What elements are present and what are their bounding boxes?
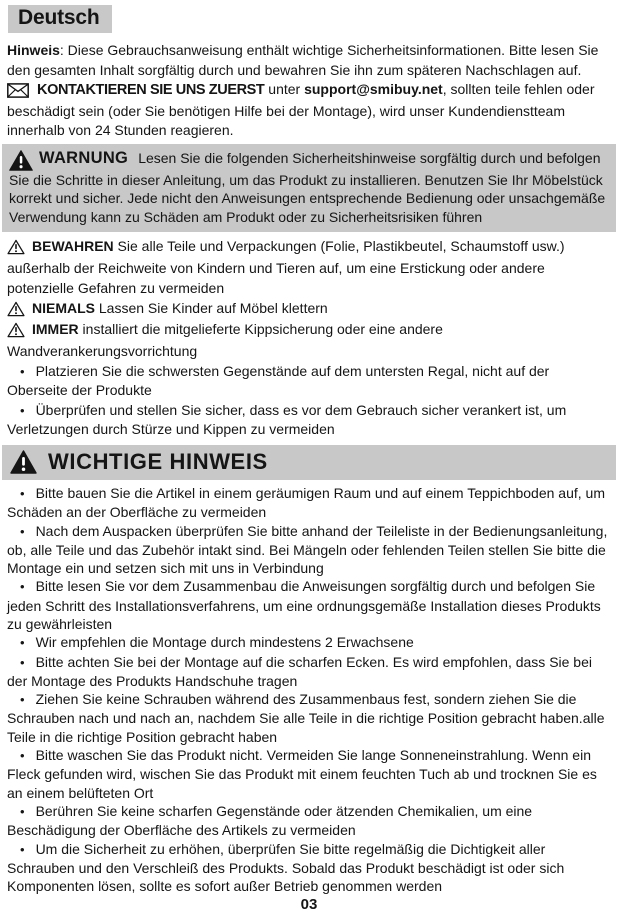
hinweis-paragraph bbox=[7, 41, 611, 80]
cautions-section bbox=[7, 237, 611, 440]
caution-triangle-icon bbox=[7, 301, 25, 321]
immer-paragraph bbox=[7, 320, 611, 362]
envelope-icon bbox=[7, 82, 29, 102]
list-item bbox=[7, 840, 611, 896]
warning-triangle-icon bbox=[10, 450, 37, 474]
list-item bbox=[7, 746, 611, 802]
language-header: Deutsch bbox=[8, 5, 112, 33]
important-notes-header bbox=[2, 445, 616, 480]
list-item bbox=[7, 401, 611, 440]
list-item bbox=[7, 653, 611, 691]
niemals-paragraph bbox=[7, 299, 611, 321]
list-item bbox=[7, 633, 611, 652]
bullet-icon: • bbox=[20, 523, 25, 539]
list-item bbox=[7, 484, 611, 522]
list-item bbox=[7, 802, 611, 840]
bullet-icon: • bbox=[20, 579, 25, 595]
contact-paragraph bbox=[7, 80, 611, 141]
bullet-icon: • bbox=[20, 692, 25, 708]
important-notes-title: WICHTIGE HINWEIS bbox=[48, 448, 268, 474]
list-item-text: Bitte waschen Sie das Produkt nicht. Vermeiden Sie lange Sonneneinstrahlung. Wenn ein Fleck gefunden wird, wischen Sie das Produkt mit einem feuchten Tuch ab und trocknen Sie es an einem belüfteten Ort bbox=[7, 747, 597, 801]
list-item-text: Um die Sicherheit zu erhöhen, überprüfen Sie bitte regelmäßig die Dichtigkeit aller Schrauben und den Verschleiß des Produkts. Sobald das Produkt beschädigt ist oder sich Komponenten lösen, sollte es sofort außer Betrieb genommen werden bbox=[7, 840, 565, 895]
bullet-icon: • bbox=[20, 485, 25, 501]
list-item-text: Wir empfehlen die Montage durch mindestens 2 Erwachsene bbox=[35, 634, 414, 651]
list-item bbox=[7, 362, 611, 401]
list-item-text: Bitte bauen Sie die Artikel in einem geräumigen Raum und auf einem Teppichboden auf, um Schäden an der Oberfläche zu vermeiden bbox=[7, 484, 605, 521]
immer-text: installiert die mitgelieferte Kippsicherung oder eine andere Wandverankerungsvorrichtung bbox=[7, 321, 443, 360]
contact-email: support@smibuy.net bbox=[304, 81, 443, 97]
niemals-text: Lassen Sie Kinder auf Möbel klettern bbox=[95, 299, 328, 316]
list-item-text: Nach dem Auspacken überprüfen Sie bitte anhand der Teileliste in der Bedienungsanleitung, ob, alle Teile und das Zubehör intakt sind. Bei Mängeln oder fehlenden Teilen stellen Sie bitte die Montage ein und setzen sich mit uns in Verbindung bbox=[7, 522, 608, 577]
caution-triangle-icon bbox=[7, 322, 25, 342]
list-item-text: Berühren Sie keine scharfen Gegenstände oder ätzenden Chemikalien, um eine Beschädigung der Oberfläche des Artikels zu vermeiden bbox=[7, 802, 533, 839]
bullet-icon: • bbox=[20, 841, 25, 857]
bewahren-label: BEWAHREN bbox=[32, 238, 114, 255]
warning-box bbox=[2, 144, 616, 233]
list-item bbox=[7, 577, 611, 633]
immer-label: IMMER bbox=[32, 321, 79, 338]
list-item bbox=[7, 522, 611, 578]
contact-rest: , sollten teile fehlen oder beschädigt sein (oder Sie benötigen Hilfe bei der Montage), wird unser Kundendienstteam innerhalb von 24 Stunden reagieren. bbox=[7, 81, 595, 138]
bullet-icon: • bbox=[20, 654, 25, 670]
bullet-icon: • bbox=[20, 748, 25, 764]
bewahren-paragraph bbox=[7, 237, 611, 298]
important-notes-list bbox=[7, 484, 611, 896]
contact-connector: unter bbox=[264, 81, 305, 97]
caution-triangle-icon bbox=[7, 239, 25, 259]
hinweis-text: : Diese Gebrauchsanweisung enthält wichtige Sicherheitsinformationen. Bitte lesen Sie den gesamten Inhalt sorgfältig durch und bewahren Sie ihn zum späteren Nachschlagen auf. bbox=[7, 42, 599, 78]
list-item-text: Ziehen Sie keine Schrauben während des Zusammenbaus fest, sondern ziehen Sie die Schrauben nach und nach an, nachdem Sie alle Teile in die richtige Position gebracht haben.alle Teile in die richtige Position gebracht haben bbox=[7, 691, 605, 745]
list-item-text: Bitte achten Sie bei der Montage auf die scharfen Ecken. Es wird empfohlen, dass Sie bei der Montage des Produkts Handschuhe tragen bbox=[7, 653, 592, 689]
bullet-icon: • bbox=[20, 363, 25, 379]
bullet-icon: • bbox=[20, 635, 25, 651]
warning-triangle-icon bbox=[9, 150, 33, 171]
list-item bbox=[7, 690, 611, 746]
bewahren-text: Sie alle Teile und Verpackungen (Folie, Plastikbeutel, Schaumstoff usw.) außerhalb der Reichweite von Kindern und Tieren auf, um eine Erstickung oder andere potenzielle Gefahren zu vermeiden bbox=[7, 238, 565, 296]
contact-heading: KONTAKTIEREN SIE UNS ZUERST bbox=[37, 82, 265, 98]
bullet-icon: • bbox=[20, 402, 25, 418]
hinweis-label: Hinweis bbox=[7, 42, 60, 58]
page-number: 03 bbox=[300, 896, 318, 914]
list-item-text: Platzieren Sie die schwersten Gegenstände auf dem untersten Regal, nicht auf der Oberseite der Produkte bbox=[7, 362, 550, 399]
warning-text: Lesen Sie die folgenden Sicherheitshinweise sorgfältig durch und befolgen Sie die Schritte in dieser Anleitung, um das Produkt zu installieren. Benutzen Sie Ihr Möbelstück korrekt und sicher. Jede nicht den Anweisungen entsprechende Bedienung oder unsachgemäße Verwendung kann zu Schäden am Produkt oder zu Sicherheitsrisiken führen bbox=[9, 149, 606, 225]
warning-paragraph bbox=[9, 149, 609, 227]
bullet-icon: • bbox=[20, 803, 25, 819]
list-item-text: Überprüfen und stellen Sie sicher, dass es vor dem Gebrauch sicher verankert ist, um Verletzungen durch Stürze und Kippen zu vermeiden bbox=[7, 401, 567, 438]
list-item-text: Bitte lesen Sie vor dem Zusammenbau die Anweisungen sorgfältig durch und befolgen Sie jeden Schritt des Installationsverfahrens, um eine ordnungsgemäße Installation dieses Produkts zu gewährleisten bbox=[7, 578, 601, 632]
niemals-label: NIEMALS bbox=[32, 299, 95, 316]
warning-title: WARNUNG bbox=[39, 148, 129, 167]
